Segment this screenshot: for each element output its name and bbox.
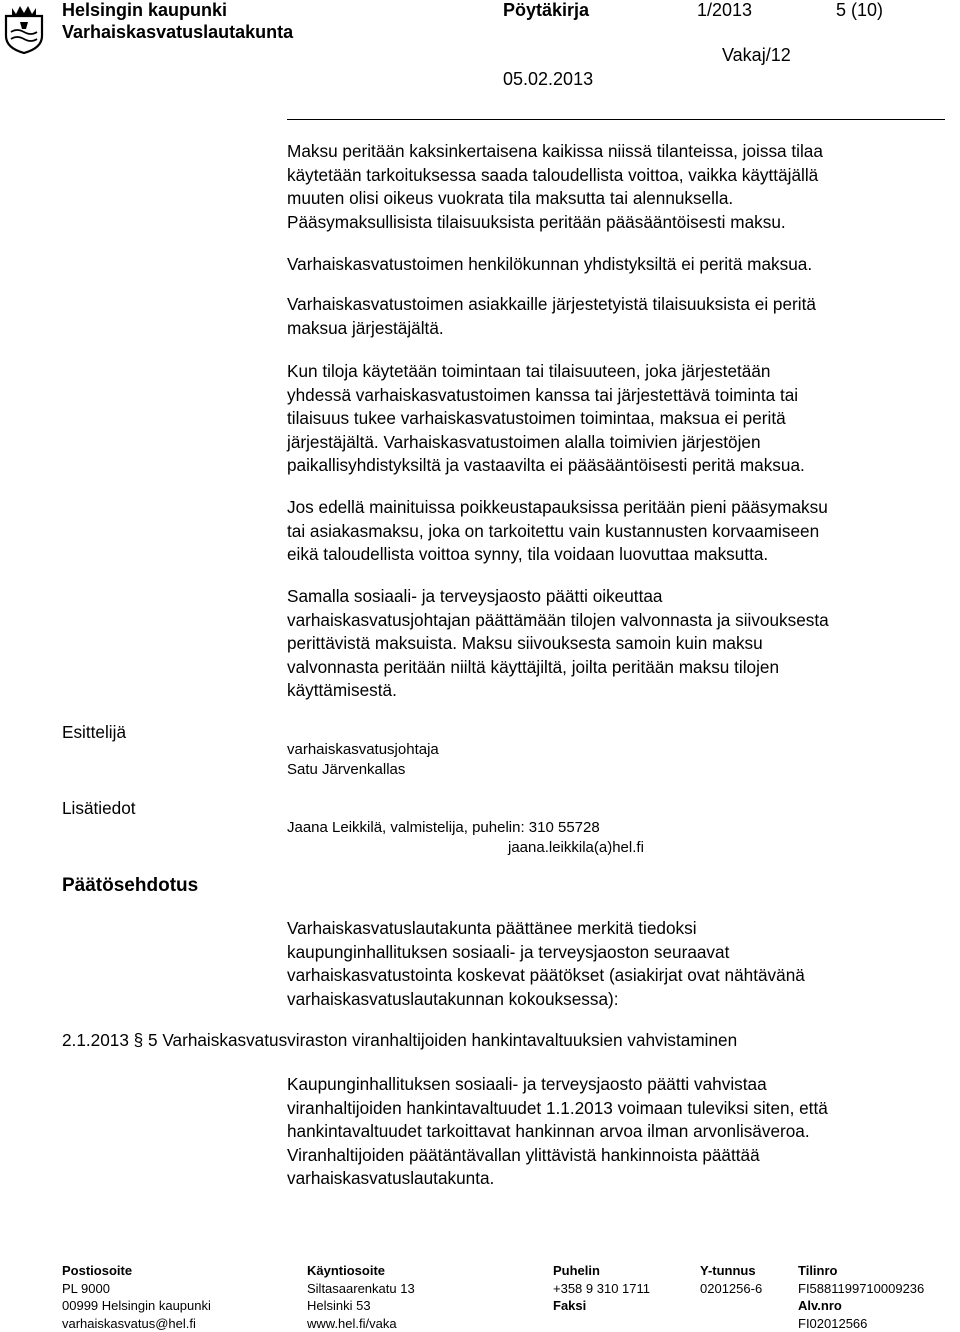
text-line: Kun tiloja käytetään toimintaan tai tilaisuuteen, joka järjestetään xyxy=(287,361,771,381)
text-line: Pääsymaksullisista tilaisuuksista peritään pääsääntöisesti maksu. xyxy=(287,211,786,232)
text-line: varhaiskasvatuslautakunta. xyxy=(287,1168,495,1188)
footer-visiting xyxy=(307,1262,415,1332)
footer-line: FI02012566 xyxy=(798,1315,868,1331)
item-block xyxy=(287,1073,952,1191)
footer-line: 00999 Helsingin kaupunki xyxy=(62,1298,211,1313)
text-line: viranhaltijoiden hankintavaltuudet 1.1.2013 voimaan tuleviksi siten, että xyxy=(287,1097,828,1118)
contact-line: Jaana Leikkilä, valmistelija, puhelin: 310 55728 xyxy=(287,819,600,836)
presenter-name: Satu Järvenkallas xyxy=(287,761,406,778)
text-line: Kaupunginhallituksen sosiaali- ja terveysjaosto päätti vahvistaa xyxy=(287,1074,767,1094)
header-city: Helsingin kaupunki xyxy=(62,0,228,20)
footer-line: PL 9000 xyxy=(62,1280,110,1296)
header-doc-type: Pöytäkirja xyxy=(503,0,590,20)
text-line: Varhaiskasvatustoimen asiakkaille järjestetyistä tilaisuuksista ei peritä xyxy=(287,294,816,314)
footer-postal xyxy=(62,1262,211,1332)
footer-line: www.hel.fi/vaka xyxy=(307,1315,397,1331)
text-line: varhaiskasvatustointa koskevat päätökset (asiakirjat ovat nähtävänä xyxy=(287,965,805,985)
text-line: maksua järjestäjältä. xyxy=(287,317,444,338)
footer-line: varhaiskasvatus@hel.fi xyxy=(62,1315,196,1331)
footer-label: Tilinro xyxy=(798,1263,838,1278)
footer-phone xyxy=(553,1262,650,1315)
text-line: Jos edellä mainituissa poikkeustapauksissa peritään pieni pääsymaksu xyxy=(287,497,828,517)
contact-block xyxy=(287,818,952,858)
text-line: käyttämisestä. xyxy=(287,680,397,700)
footer-label: Faksi xyxy=(553,1298,587,1313)
text-line: kaupunginhallituksen sosiaali- ja terveysjaoston seuraavat xyxy=(287,941,730,962)
proposal-block xyxy=(287,917,952,1011)
footer-label: Alv.nro xyxy=(798,1298,842,1313)
footer-label: Y-tunnus xyxy=(700,1263,756,1278)
footer-label: Puhelin xyxy=(553,1263,600,1278)
header-doc-number: 1/2013 xyxy=(697,0,753,20)
text-line: Samalla sosiaali- ja terveysjaosto päätti oikeuttaa xyxy=(287,586,663,606)
text-line: järjestäjältä. Varhaiskasvatustoimen alalla toimivien järjestöjen xyxy=(287,431,761,452)
text-line: Varhaiskasvatustoimen henkilökunnan yhdistyksiltä ei peritä maksua. xyxy=(287,254,813,274)
footer-business-id xyxy=(700,1262,762,1297)
text-line: paikallisyhdistyksiltä ja vastaavilta ei pääsääntöisesti peritä maksua. xyxy=(287,455,805,475)
text-line: hankintavaltuudet tarkoittavat hankinnan arvoa ilman arvonlisäveroa. xyxy=(287,1121,810,1141)
text-line: tilaisuus tukee varhaiskasvatustoimen toimintaa, maksua ei peritä xyxy=(287,408,786,428)
text-line: varhaiskasvatuslautakunnan kokouksessa): xyxy=(287,988,619,1009)
text-line: käytetään tarkoituksessa saada taloudellista voittoa, vaikka käyttäjällä xyxy=(287,164,819,185)
presenter-title: varhaiskasvatusjohtaja xyxy=(287,741,439,758)
paragraph-5 xyxy=(287,496,952,567)
header-page: 5 (10) xyxy=(836,0,884,20)
paragraph-4 xyxy=(287,360,952,478)
text-line: tai asiakasmaksu, joka on tarkoitettu vain kustannusten korvaamiseen xyxy=(287,520,820,541)
text-line: Maksu peritään kaksinkertaisena kaikissa niissä tilanteissa, joissa tilaa xyxy=(287,141,823,161)
text-line: Viranhaltijoiden päätäntävallan ylittävistä hankinnoista päättää xyxy=(287,1144,760,1165)
footer-line: FI5881199710009236 xyxy=(798,1280,925,1296)
paragraph-1 xyxy=(287,140,952,234)
paragraph-6 xyxy=(287,585,952,703)
presenter-block xyxy=(287,740,952,780)
footer-line: +358 9 310 1711 xyxy=(553,1280,650,1296)
text-line: varhaiskasvatusjohtajan päättämään tilojen valvonnasta ja siivouksesta xyxy=(287,609,829,630)
header-date: 05.02.2013 xyxy=(503,69,594,89)
footer-line: Siltasaarenkatu 13 xyxy=(307,1280,415,1296)
footer-label: Postiosoite xyxy=(62,1263,133,1278)
footer-label: Käyntiosoite xyxy=(307,1263,386,1278)
header-board: Varhaiskasvatuslautakunta xyxy=(62,22,294,42)
text-line: muuten olisi oikeus vuokrata tila maksutta tai alennuksella. xyxy=(287,188,734,208)
text-line: yhdessä varhaiskasvatustoimen kanssa tai järjestettävä toiminta tai xyxy=(287,384,799,405)
paragraph-3 xyxy=(287,293,952,340)
proposal-label: Päätösehdotus xyxy=(62,875,199,896)
contact-label: Lisätiedot xyxy=(62,798,136,818)
paragraph-2 xyxy=(287,253,952,277)
item-heading: 2.1.2013 § 5 Varhaiskasvatusviraston viranhaltijoiden hankintavaltuuksien vahvistaminen xyxy=(62,1030,738,1050)
footer-line: Helsinki 53 xyxy=(307,1298,371,1313)
presenter-label: Esittelijä xyxy=(62,722,126,742)
contact-email: jaana.leikkila(a)hel.fi xyxy=(508,839,644,856)
footer-account xyxy=(798,1262,924,1332)
header-divider xyxy=(287,119,945,120)
text-line: Varhaiskasvatuslautakunta päättänee merkitä tiedoksi xyxy=(287,918,697,938)
text-line: perittävistä maksuista. Maksu siivouksesta samoin kuin maksu xyxy=(287,633,763,653)
text-line: eikä taloudellista voittoa synny, tila voidaan luovuttaa maksutta. xyxy=(287,544,769,564)
helsinki-crest-icon xyxy=(2,2,46,54)
text-line: valvonnasta peritään niiltä käyttäjiltä, joilta peritään maksu tilojen xyxy=(287,656,780,677)
header-reference: Vakaj/12 xyxy=(722,45,791,65)
footer-line: 0201256-6 xyxy=(700,1280,763,1296)
